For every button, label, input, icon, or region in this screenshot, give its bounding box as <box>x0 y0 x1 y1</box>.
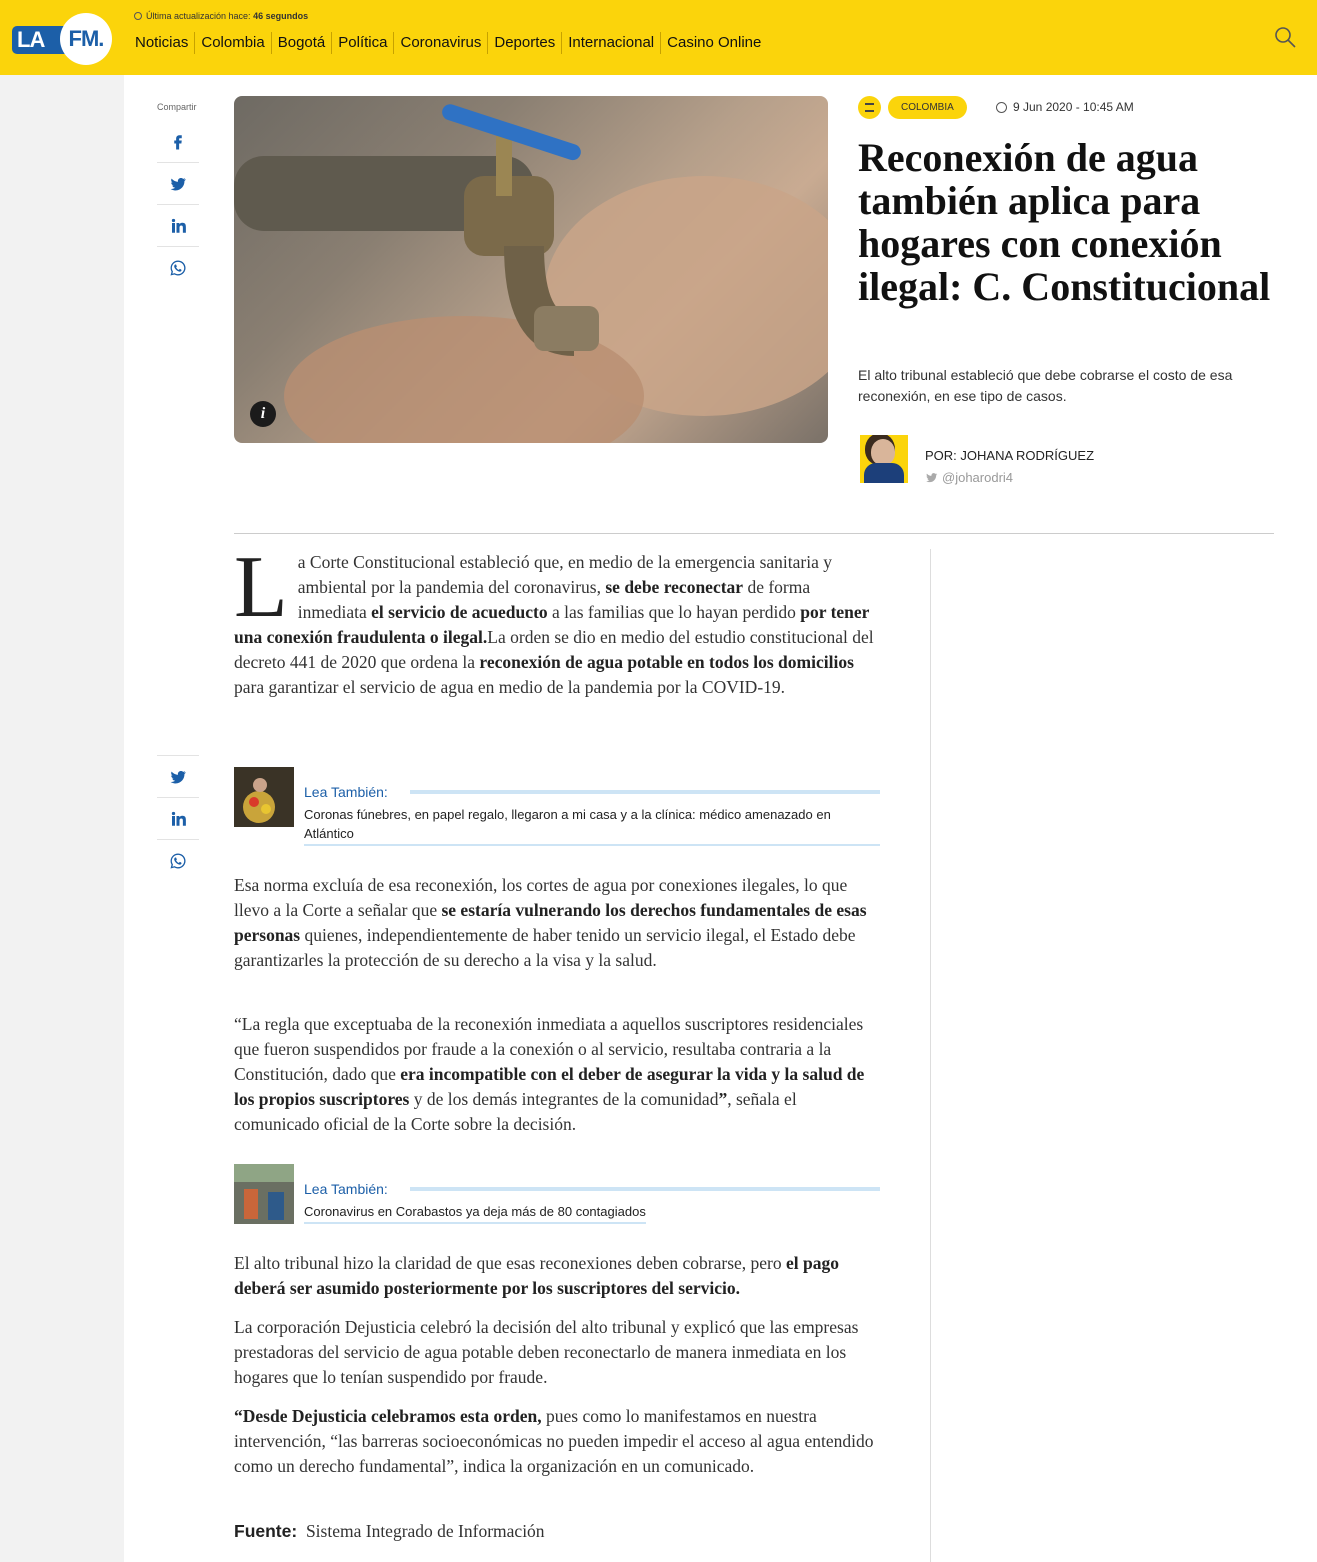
source-label: Fuente: <box>234 1521 298 1541</box>
share-linkedin-button[interactable] <box>157 205 199 247</box>
whatsapp-icon <box>169 259 187 277</box>
share-linkedin-button-2[interactable] <box>157 798 199 840</box>
related-thumbnail-2 <box>234 1164 294 1224</box>
source-value: Sistema Integrado de Información <box>305 1521 545 1541</box>
paragraph-6 <box>234 1404 882 1479</box>
share-rail-top <box>157 121 199 289</box>
category-icon <box>858 96 881 119</box>
category-badge[interactable]: COLOMBIA <box>888 96 967 119</box>
clock-icon <box>134 12 142 20</box>
bold-text: por tener una conexión fraudulenta o ilegal. <box>234 602 870 647</box>
bold-text: ” <box>718 1089 728 1109</box>
paragraph-2 <box>234 873 882 973</box>
sidebar-divider <box>930 549 931 1562</box>
nav-noticias[interactable]: Noticias <box>129 32 195 54</box>
site-logo[interactable] <box>12 11 112 65</box>
body-text-run: La orden se dio en medio del estudio constitucional del decreto 441 de 2020 que ordena la <box>234 627 874 672</box>
paragraph-1 <box>234 539 882 700</box>
body-text-run: pues como lo manifestamos en nuestra intervención, “las barreras socioeconómicas no pueden impedir el acceso al agua entendido como un derecho fundamental”, indica la organización en un comunicado. <box>234 1406 874 1476</box>
updated-value: 46 segundos <box>253 11 309 21</box>
hero-illustration <box>234 96 828 443</box>
whatsapp-icon <box>169 852 187 870</box>
nav-internacional[interactable]: Internacional <box>562 32 661 54</box>
bold-text: el servicio de acueducto <box>371 602 548 622</box>
body-text-run: , señala el comunicado oficial de la Corte sobre la decisión. <box>234 1089 797 1134</box>
share-whatsapp-button[interactable] <box>157 247 199 289</box>
nav-deportes[interactable]: Deportes <box>488 32 562 54</box>
author-name[interactable]: POR: JOHANA RODRÍGUEZ <box>925 448 1095 463</box>
nav-coronavirus[interactable]: Coronavirus <box>394 32 488 54</box>
bold-text: era incompatible con el deber de asegurar la vida y la salud de los propios suscriptores <box>234 1064 865 1109</box>
bold-text: se estaría vulnerando los derechos fundamentales de esas personas <box>234 900 867 945</box>
author-twitter[interactable] <box>925 470 1013 485</box>
related-link-1[interactable]: Coronas fúnebres, en papel regalo, llegaron a mi casa y a la clínica: médico amenazado en Atlántico <box>304 805 880 846</box>
share-whatsapp-button-2[interactable] <box>157 840 199 882</box>
linkedin-icon <box>169 810 187 828</box>
bold-text: el pago deberá ser asumido posteriormente por los suscriptores del servicio. <box>234 1253 839 1298</box>
body-text-run: para garantizar el servicio de agua en medio de la pandemia por la COVID-19. <box>234 677 786 697</box>
related-label-1: Lea También: <box>304 784 388 800</box>
article-subtitle: El alto tribunal estableció que debe cobrarse el costo de esa reconexión, en ese tipo de casos. <box>858 367 1233 404</box>
twitter-icon <box>169 768 187 786</box>
publish-date <box>996 100 1134 114</box>
nav-politica[interactable]: Política <box>332 32 394 54</box>
paragraph-3 <box>234 1012 882 1137</box>
share-twitter-button[interactable] <box>157 163 199 205</box>
twitter-icon <box>925 471 938 484</box>
nav-casino-online[interactable]: Casino Online <box>667 34 762 51</box>
logo-la: LA <box>12 26 70 54</box>
body-text-run: La corporación Dejusticia celebró la decisión del alto tribunal y explicó que las empresas prestadoras del servicio de agua potable deben reconectarlo de manera inmediata en los hogares que lo tenían suspendido por fraude. <box>234 1317 859 1387</box>
nav-colombia[interactable]: Colombia <box>195 32 271 54</box>
related-article-1[interactable] <box>234 767 880 847</box>
article-title: Reconexión de agua también aplica para hogares con conexión ilegal: C. Constitucional <box>858 135 1271 309</box>
top-header <box>0 0 1317 75</box>
header-divider <box>234 533 1274 534</box>
hero-image <box>234 96 828 443</box>
related-label-2: Lea También: <box>304 1181 388 1197</box>
clock-icon <box>996 102 1007 113</box>
bold-text: se debe reconectar <box>605 577 744 597</box>
main-nav <box>129 32 767 54</box>
body-text-run: y de los demás integrantes de la comunidad <box>409 1089 719 1109</box>
facebook-icon <box>169 133 187 151</box>
updated-prefix: Última actualización hace: <box>146 11 251 21</box>
related-line-1 <box>410 790 880 794</box>
linkedin-icon <box>169 217 187 235</box>
body-text-run: a las familias que lo hayan perdido <box>547 602 801 622</box>
body-text-run: quienes, independientemente de haber tenido un servicio ilegal, el Estado debe garantizarles la protección de su derecho a la visa y la salud. <box>234 925 856 970</box>
paragraph-5 <box>234 1315 882 1390</box>
paragraph-4 <box>234 1251 882 1301</box>
share-facebook-button[interactable] <box>157 121 199 163</box>
image-info-icon[interactable]: i <box>250 401 276 427</box>
author-handle-text: @joharodri4 <box>942 470 1014 485</box>
related-article-2[interactable] <box>234 1164 880 1224</box>
body-text-run: “La regla que exceptuaba de la reconexión inmediata a aquellos suscriptores residenciales que fueron suspendidos por fraude a la conexión o al servicio, resultaba contraria a la Constitución, dado que <box>234 1014 864 1084</box>
twitter-icon <box>169 175 187 193</box>
nav-bogota[interactable]: Bogotá <box>272 32 333 54</box>
related-thumbnail-1 <box>234 767 294 827</box>
body-text-run: a Corte Constitucional estableció que, en medio de la emergencia sanitaria y ambiental por la pandemia del coronavirus, <box>297 552 832 597</box>
bold-text: “Desde Dejusticia celebramos esta orden, <box>234 1406 542 1426</box>
last-updated <box>134 11 308 21</box>
logo-fm: FM. <box>60 13 112 65</box>
body-text-run: Esa norma excluía de esa reconexión, los cortes de agua por conexiones ilegales, lo que llevo a la Corte a señalar que <box>234 875 848 920</box>
article-source <box>234 1519 882 1544</box>
author-avatar[interactable] <box>860 435 908 483</box>
date-text: 9 Jun 2020 - 10:45 AM <box>1013 100 1134 114</box>
related-link-2[interactable]: Coronavirus en Corabastos ya deja más de 80 contagiados <box>304 1202 646 1224</box>
share-rail-bottom <box>157 755 199 882</box>
dropcap: L <box>234 539 288 636</box>
search-icon[interactable] <box>1273 25 1297 49</box>
share-twitter-button-2[interactable] <box>157 756 199 798</box>
bold-text: reconexión de agua potable en todos los domicilios <box>479 652 854 672</box>
body-text-run: El alto tribunal hizo la claridad de que esas reconexiones deben cobrarse, pero <box>234 1253 786 1273</box>
body-text-run: de forma inmediata <box>297 577 811 622</box>
related-line-2 <box>410 1187 880 1191</box>
share-label: Compartir <box>157 102 197 112</box>
